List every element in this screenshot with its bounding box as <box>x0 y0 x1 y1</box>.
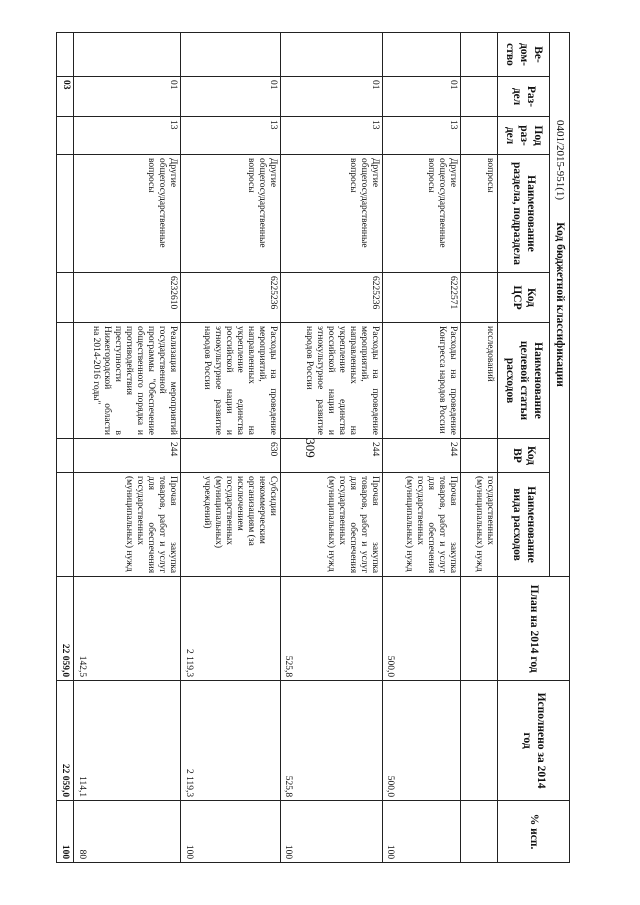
cell-name-vr: Прочая закупка товаров, работ и услуг для обеспечения государственных (муниципальных) нужд <box>382 473 460 577</box>
cell-vedomstvo <box>180 33 280 77</box>
cell-percent: 80 <box>74 801 180 863</box>
table-row <box>74 33 180 863</box>
cell-name-vr: Субсидии некоммерческим организациям (за исключением государственных (муниципальных) учреждений) <box>180 473 280 577</box>
cell-kod-csr <box>460 273 497 323</box>
cell-name-vr: государственных (муниципальных) нужд <box>460 473 497 577</box>
header-kod-vr: Код ВР <box>497 439 549 473</box>
cell-name-csr: Расходы на проведение мероприятий, направленных на укрепление единства российской нации и этнокультурное развитие народов России <box>280 323 382 439</box>
total-vedomstvo <box>57 33 74 77</box>
cell-percent: 100 <box>280 801 382 863</box>
total-podrazdel <box>57 117 74 155</box>
cell-razdel: 01 <box>280 77 382 117</box>
cell-name-vr: Прочая закупка товаров, работ и услуг для обеспечения государственных (муниципальных) нужд <box>74 473 180 577</box>
budget-table-container <box>56 32 570 862</box>
cell-podrazdel <box>460 117 497 155</box>
header-ispolneno: Исполнено за 2014 год <box>497 681 569 801</box>
total-percent: 100 <box>57 801 74 863</box>
cell-kod-vr <box>460 439 497 473</box>
cell-vedomstvo <box>74 33 180 77</box>
cell-razdel <box>460 77 497 117</box>
header-vedomstvo: Ве-дом-ство <box>497 33 549 77</box>
cell-plan: 2 119,3 <box>180 577 280 681</box>
cell-name-razdel: вопросы <box>460 155 497 273</box>
cell-kod-csr: 6225236 <box>280 273 382 323</box>
cell-ispolneno: 114,1 <box>74 681 180 801</box>
cell-podrazdel: 13 <box>180 117 280 155</box>
total-razdel: 03 <box>57 77 74 117</box>
cell-name-razdel: Другие общегосударственные вопросы <box>382 155 460 273</box>
cell-percent: 100 <box>180 801 280 863</box>
cell-kod-vr: 244 <box>74 439 180 473</box>
table-row <box>180 33 280 863</box>
header-razdel: Раз-дел <box>497 77 549 117</box>
cell-podrazdel: 13 <box>74 117 180 155</box>
cell-kod-csr: 6225236 <box>180 273 280 323</box>
header-name-razdel: Наименование раздела, подраздела <box>497 155 549 273</box>
cell-plan: 142,5 <box>74 577 180 681</box>
cell-razdel: 01 <box>74 77 180 117</box>
cell-name-csr: Реализация мероприятий государственной программы "Обеспечение общественного порядка и противодействия преступности в Нижегородской области на 2014-2016 годы" <box>74 323 180 439</box>
header-podrazdel: Под раз-дел <box>497 117 549 155</box>
cell-kod-vr: 630 <box>180 439 280 473</box>
cell-podrazdel: 13 <box>382 117 460 155</box>
cell-percent: 100 <box>382 801 460 863</box>
budget-table <box>56 32 570 863</box>
cell-name-razdel: Другие общегосударственные вопросы <box>280 155 382 273</box>
total-ispolneno: 22 059,0 <box>57 681 74 801</box>
document-code: 0401/2015-951(1) <box>554 120 566 201</box>
table-row <box>382 33 460 863</box>
cell-kod-vr: 244 <box>280 439 382 473</box>
cell-name-razdel: Другие общегосударственные вопросы <box>180 155 280 273</box>
cell-ispolneno: 525,8 <box>280 681 382 801</box>
page-number: 309 <box>302 438 318 458</box>
table-row <box>280 33 382 863</box>
cell-ispolneno: 2 119,3 <box>180 681 280 801</box>
header-name-vr: Наименование вида расходов <box>497 473 549 577</box>
header-kod-csr: Код ЦСР <box>497 273 549 323</box>
cell-plan: 525,8 <box>280 577 382 681</box>
cell-plan: 500,0 <box>382 577 460 681</box>
header-percent: % исп. <box>497 801 569 863</box>
header-budget-classification: Код бюджетной классификации <box>549 33 569 577</box>
cell-name-vr: Прочая закупка товаров, работ и услуг для обеспечения государственных (муниципальных) нужд <box>280 473 382 577</box>
table-row <box>460 33 497 863</box>
cell-razdel: 01 <box>382 77 460 117</box>
cell-vedomstvo <box>382 33 460 77</box>
total-plan: 22 059,0 <box>57 577 74 681</box>
cell-name-csr: Расходы на проведение Конгресса народов России <box>382 323 460 439</box>
cell-razdel: 01 <box>180 77 280 117</box>
header-plan: План на 2014 год <box>497 577 569 681</box>
cell-kod-csr: 6232610 <box>74 273 180 323</box>
cell-vedomstvo <box>280 33 382 77</box>
cell-podrazdel: 13 <box>280 117 382 155</box>
cell-percent <box>460 801 497 863</box>
cell-plan <box>460 577 497 681</box>
cell-ispolneno: 500,0 <box>382 681 460 801</box>
total-row <box>57 33 74 863</box>
cell-kod-vr: 244 <box>382 439 460 473</box>
header-name-csr: Наименование целевой статьи расходов <box>497 323 549 439</box>
cell-ispolneno <box>460 681 497 801</box>
cell-kod-csr: 6222571 <box>382 273 460 323</box>
cell-name-razdel: Другие общегосударственные вопросы <box>74 155 180 273</box>
cell-name-csr: Расходы на проведение мероприятий, направленных на укрепление единства российской нации и этнокультурное развитие народов России <box>180 323 280 439</box>
cell-name-csr: исследований <box>460 323 497 439</box>
cell-vedomstvo <box>460 33 497 77</box>
